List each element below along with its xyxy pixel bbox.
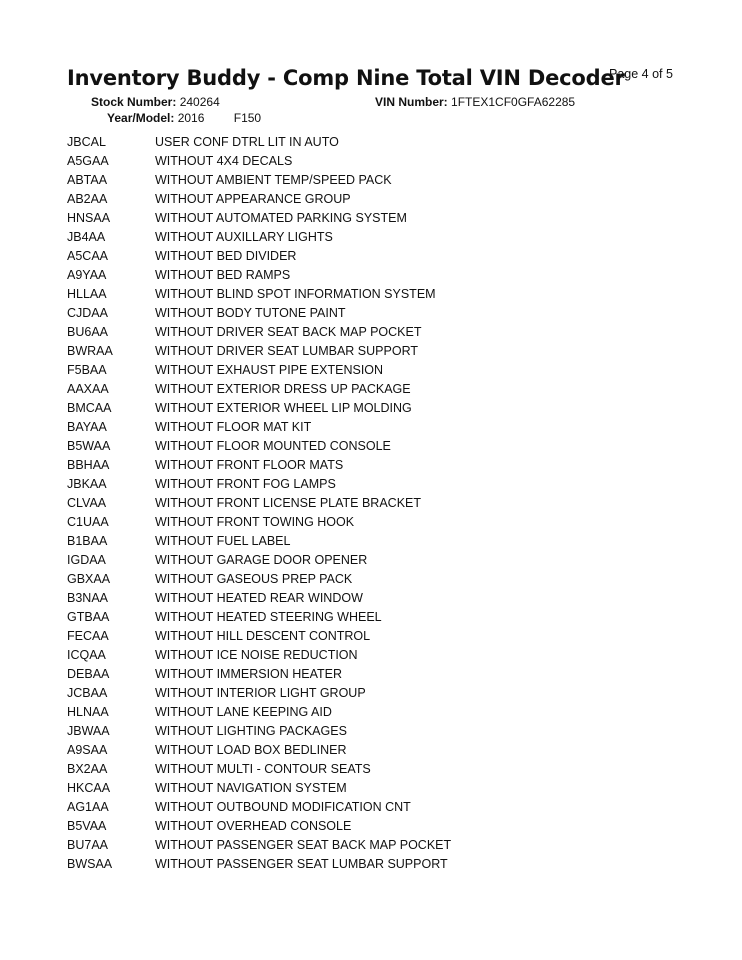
option-description: WITHOUT FRONT TOWING HOOK xyxy=(155,515,355,529)
option-row xyxy=(67,798,451,817)
option-row xyxy=(67,247,451,266)
option-description: WITHOUT LANE KEEPING AID xyxy=(155,705,332,719)
vin-number-label: VIN Number: xyxy=(375,95,448,109)
option-description: WITHOUT FLOOR MOUNTED CONSOLE xyxy=(155,439,391,453)
page-title: Inventory Buddy - Comp Nine Total VIN Decoder xyxy=(67,66,625,90)
model-value: F150 xyxy=(233,111,262,125)
option-row xyxy=(67,361,451,380)
option-description: WITHOUT HEATED STEERING WHEEL xyxy=(155,610,382,624)
option-description: WITHOUT AUXILLARY LIGHTS xyxy=(155,230,333,244)
option-code: BWRAA xyxy=(67,344,113,358)
option-row xyxy=(67,266,451,285)
option-row xyxy=(67,171,451,190)
option-code: JBCAL xyxy=(67,135,106,149)
option-row xyxy=(67,133,451,152)
option-row xyxy=(67,494,451,513)
option-description: WITHOUT AMBIENT TEMP/SPEED PACK xyxy=(155,173,392,187)
option-description: WITHOUT FRONT LICENSE PLATE BRACKET xyxy=(155,496,422,510)
option-description: WITHOUT ICE NOISE REDUCTION xyxy=(155,648,358,662)
option-code: C1UAA xyxy=(67,515,109,529)
option-description: WITHOUT GARAGE DOOR OPENER xyxy=(155,553,368,567)
option-code: GTBAA xyxy=(67,610,110,624)
option-description: WITHOUT EXHAUST PIPE EXTENSION xyxy=(155,363,384,377)
option-row xyxy=(67,855,451,874)
option-code: AB2AA xyxy=(67,192,108,206)
option-description: WITHOUT FUEL LABEL xyxy=(155,534,291,548)
option-code: BU7AA xyxy=(67,838,108,852)
option-row xyxy=(67,285,451,304)
option-row xyxy=(67,513,451,532)
option-row xyxy=(67,418,451,437)
option-description: WITHOUT LOAD BOX BEDLINER xyxy=(155,743,347,757)
option-row xyxy=(67,399,451,418)
option-code: BAYAA xyxy=(67,420,107,434)
option-code: JCBAA xyxy=(67,686,108,700)
option-row xyxy=(67,646,451,665)
option-description: WITHOUT OVERHEAD CONSOLE xyxy=(155,819,352,833)
option-description: WITHOUT DRIVER SEAT LUMBAR SUPPORT xyxy=(155,344,419,358)
page-number: Page 4 of 5 xyxy=(609,67,673,81)
option-code: B5VAA xyxy=(67,819,107,833)
option-row xyxy=(67,760,451,779)
stock-number-value: 240264 xyxy=(179,95,220,109)
option-row xyxy=(67,551,451,570)
option-row xyxy=(67,190,451,209)
option-code: JBWAA xyxy=(67,724,110,738)
option-code: IGDAA xyxy=(67,553,106,567)
option-code: AAXAA xyxy=(67,382,109,396)
option-row xyxy=(67,703,451,722)
option-code: F5BAA xyxy=(67,363,107,377)
option-row xyxy=(67,209,451,228)
option-code: HNSAA xyxy=(67,211,111,225)
option-row xyxy=(67,741,451,760)
option-description: WITHOUT AUTOMATED PARKING SYSTEM xyxy=(155,211,407,225)
option-code: BMCAA xyxy=(67,401,112,415)
option-code: BX2AA xyxy=(67,762,108,776)
option-row xyxy=(67,817,451,836)
option-description: WITHOUT BED DIVIDER xyxy=(155,249,297,263)
option-code: A5CAA xyxy=(67,249,108,263)
option-description: WITHOUT NAVIGATION SYSTEM xyxy=(155,781,347,795)
option-row xyxy=(67,228,451,247)
year-model xyxy=(107,111,261,125)
stock-number-label: Stock Number: xyxy=(91,95,177,109)
vin-number xyxy=(375,95,575,109)
option-description: WITHOUT FRONT FLOOR MATS xyxy=(155,458,344,472)
option-description: WITHOUT BLIND SPOT INFORMATION SYSTEM xyxy=(155,287,436,301)
option-row xyxy=(67,304,451,323)
option-description: WITHOUT BODY TUTONE PAINT xyxy=(155,306,346,320)
option-description: WITHOUT EXTERIOR DRESS UP PACKAGE xyxy=(155,382,411,396)
option-code: ABTAA xyxy=(67,173,108,187)
option-code: JB4AA xyxy=(67,230,106,244)
option-row xyxy=(67,665,451,684)
option-row xyxy=(67,722,451,741)
option-code: GBXAA xyxy=(67,572,111,586)
option-description: WITHOUT FRONT FOG LAMPS xyxy=(155,477,336,491)
option-row xyxy=(67,380,451,399)
vin-number-value: 1FTEX1CF0GFA62285 xyxy=(451,95,576,109)
option-description: WITHOUT OUTBOUND MODIFICATION CNT xyxy=(155,800,411,814)
option-description: WITHOUT GASEOUS PREP PACK xyxy=(155,572,353,586)
option-description: WITHOUT BED RAMPS xyxy=(155,268,291,282)
option-description: WITHOUT MULTI - CONTOUR SEATS xyxy=(155,762,371,776)
option-code: BWSAA xyxy=(67,857,113,871)
option-code: JBKAA xyxy=(67,477,107,491)
option-description: WITHOUT 4X4 DECALS xyxy=(155,154,293,168)
option-row xyxy=(67,323,451,342)
option-row xyxy=(67,684,451,703)
option-row xyxy=(67,589,451,608)
option-code: HLLAA xyxy=(67,287,107,301)
option-list xyxy=(67,133,451,874)
option-row xyxy=(67,570,451,589)
option-row xyxy=(67,836,451,855)
option-row xyxy=(67,342,451,361)
option-code: B5WAA xyxy=(67,439,111,453)
year-model-label: Year/Model: xyxy=(107,111,175,125)
option-code: HKCAA xyxy=(67,781,111,795)
option-description: WITHOUT PASSENGER SEAT LUMBAR SUPPORT xyxy=(155,857,448,871)
option-row xyxy=(67,475,451,494)
option-description: WITHOUT FLOOR MAT KIT xyxy=(155,420,312,434)
option-code: ICQAA xyxy=(67,648,106,662)
option-code: A9YAA xyxy=(67,268,107,282)
option-code: BBHAA xyxy=(67,458,110,472)
option-row xyxy=(67,627,451,646)
option-code: CJDAA xyxy=(67,306,108,320)
option-description: WITHOUT LIGHTING PACKAGES xyxy=(155,724,347,738)
option-row xyxy=(67,608,451,627)
option-code: FECAA xyxy=(67,629,109,643)
option-description: WITHOUT HEATED REAR WINDOW xyxy=(155,591,363,605)
option-row xyxy=(67,532,451,551)
option-code: A9SAA xyxy=(67,743,108,757)
option-code: BU6AA xyxy=(67,325,108,339)
option-code: AG1AA xyxy=(67,800,109,814)
option-code: B1BAA xyxy=(67,534,108,548)
option-description: USER CONF DTRL LIT IN AUTO xyxy=(155,135,339,149)
option-description: WITHOUT APPEARANCE GROUP xyxy=(155,192,351,206)
option-row xyxy=(67,779,451,798)
option-code: B3NAA xyxy=(67,591,108,605)
option-row xyxy=(67,152,451,171)
option-description: WITHOUT IMMERSION HEATER xyxy=(155,667,343,681)
option-description: WITHOUT EXTERIOR WHEEL LIP MOLDING xyxy=(155,401,412,415)
stock-number xyxy=(91,95,220,109)
option-code: HLNAA xyxy=(67,705,109,719)
option-code: DEBAA xyxy=(67,667,110,681)
option-row xyxy=(67,437,451,456)
option-code: CLVAA xyxy=(67,496,107,510)
option-description: WITHOUT PASSENGER SEAT BACK MAP POCKET xyxy=(155,838,452,852)
year-value: 2016 xyxy=(177,111,205,125)
option-description: WITHOUT DRIVER SEAT BACK MAP POCKET xyxy=(155,325,422,339)
option-description: WITHOUT HILL DESCENT CONTROL xyxy=(155,629,371,643)
option-description: WITHOUT INTERIOR LIGHT GROUP xyxy=(155,686,366,700)
option-code: A5GAA xyxy=(67,154,109,168)
option-row xyxy=(67,456,451,475)
